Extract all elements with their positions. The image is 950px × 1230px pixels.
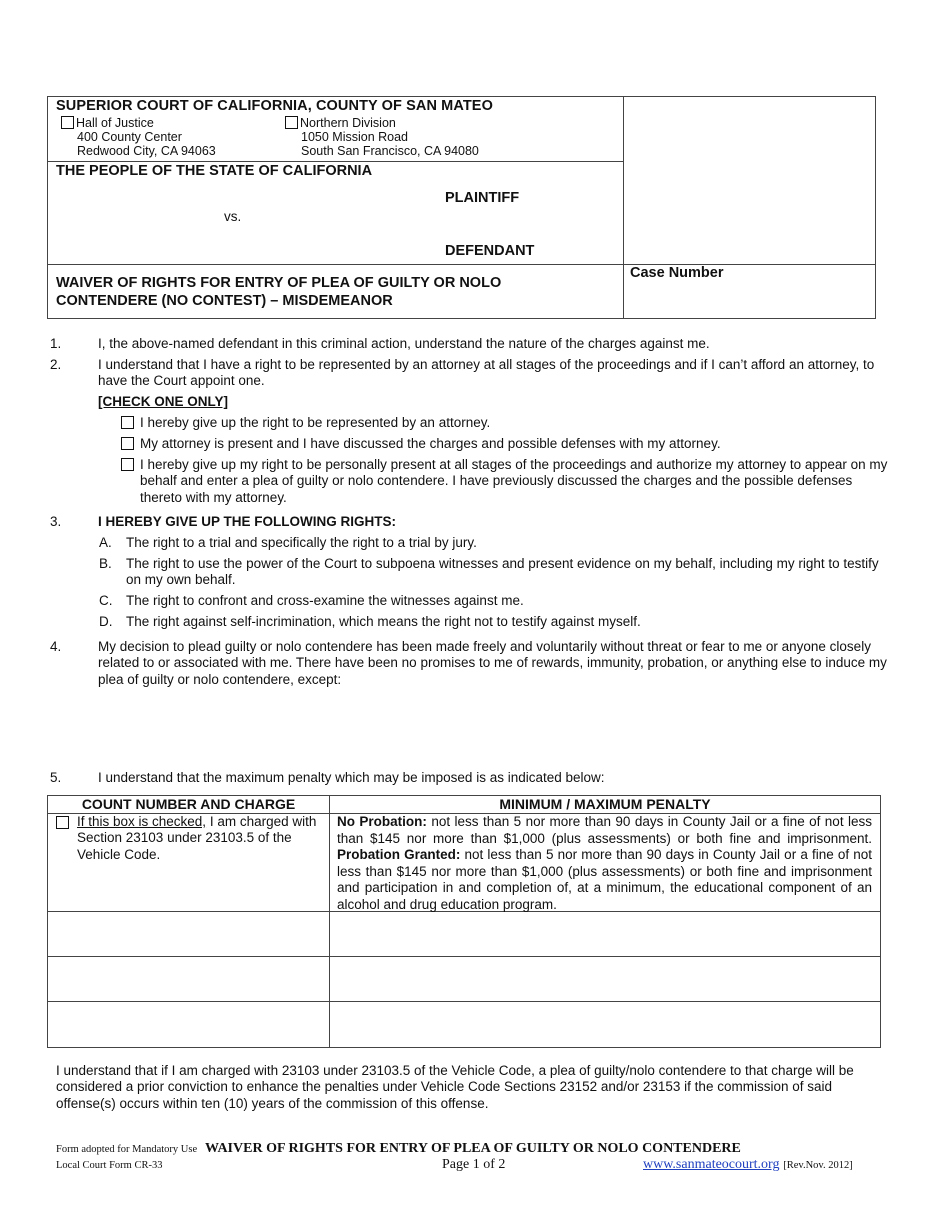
location-northern-division <box>285 116 479 158</box>
penalty-table <box>47 795 881 1048</box>
footer-adopted: Form adopted for Mandatory Use <box>56 1144 198 1155</box>
form-title <box>56 274 616 310</box>
table-divider <box>48 1001 880 1002</box>
location-checkbox-northern-division[interactable] <box>285 116 298 129</box>
right-letter: B. <box>99 556 112 571</box>
charge-text <box>77 814 321 863</box>
column-header: COUNT NUMBER AND CHARGE <box>81 796 296 812</box>
attorney-option <box>121 436 896 452</box>
item-text: I understand that the maximum penalty which may be imposed is as indicated below: <box>98 770 605 785</box>
charge-text-rest: I am charged with Section 23103 under 23103.5 of the Vehicle Code. <box>77 814 317 862</box>
location-checkbox-hall-of-justice[interactable] <box>61 116 74 129</box>
item-number: 4. <box>50 639 62 654</box>
attorney-option-checkbox[interactable] <box>121 416 134 429</box>
defendant-label: DEFENDANT <box>445 243 535 259</box>
location-address-line: 400 County Center <box>77 130 182 144</box>
footer-page-number: Page 1 of 2 <box>442 1157 506 1172</box>
charge-cell <box>56 814 321 863</box>
location-address-line: South San Francisco, CA 94080 <box>301 144 479 158</box>
penalty-cell <box>337 814 872 914</box>
location-name: Northern Division <box>300 116 396 130</box>
vehicle-code-note: I understand that if I am charged with 23103 under 23103.5 of the Vehicle Code, a plea of guilty/nolo contendere to that charge will be considered a prior conviction to enhance the penalties under Vehicle Code Sections 23152 and/or 23153 if the commission of said offense(s) occurs within ten (10) years of the commission of this offense. <box>56 1063 854 1111</box>
right-text: The right to a trial and specifically the right to a trial by jury. <box>126 535 477 550</box>
attorney-option <box>121 457 896 506</box>
charge-checkbox[interactable] <box>56 816 69 829</box>
item-text: I, the above-named defendant in this criminal action, understand the nature of the charges against me. <box>98 336 710 351</box>
location-address-line: 1050 Mission Road <box>301 130 409 144</box>
right-letter: A. <box>99 535 112 550</box>
item-number: 2. <box>50 357 62 372</box>
right-item <box>99 556 879 589</box>
probation-granted-label: Probation Granted: <box>337 847 461 863</box>
location-address-line: Redwood City, CA 94063 <box>77 144 216 158</box>
attorney-option-text: I hereby give up the right to be represented by an attorney. <box>140 415 491 430</box>
right-item <box>99 535 879 551</box>
footer-right <box>643 1156 853 1173</box>
right-letter: C. <box>99 593 113 608</box>
attorney-option-checkbox[interactable] <box>121 437 134 450</box>
vs-label: vs. <box>224 209 242 224</box>
location-name: Hall of Justice <box>76 116 154 130</box>
attorney-option <box>121 415 896 431</box>
plaintiff-label: PLAINTIFF <box>445 190 520 206</box>
footer-revision: [Rev.Nov. 2012] <box>783 1160 853 1171</box>
right-text: The right to use the power of the Court to subpoena witnesses and present evidence on my behalf, including my right to testify on my own behalf. <box>126 556 879 588</box>
attorney-option-checkbox[interactable] <box>121 458 134 471</box>
no-probation-label: No Probation: <box>337 814 427 829</box>
form-title-line: WAIVER OF RIGHTS FOR ENTRY OF PLEA OF GUILTY OR NOLO <box>56 275 502 291</box>
item-number: 1. <box>50 336 62 351</box>
footer-title: WAIVER OF RIGHTS FOR ENTRY OF PLEA OF GUILTY OR NOLO CONTENDERE <box>205 1141 741 1156</box>
table-divider <box>329 796 330 1047</box>
right-text: The right to confront and cross-examine the witnesses against me. <box>126 593 524 608</box>
probation-granted-text: not less than 5 nor more than 90 days in County Jail or a fine of not less than $145 nor more than $1,000 (plus assessments) or both fine and imprisonment and participation in and completion of, at a minimum, the educational component of an alcohol and drug education program. <box>337 847 872 912</box>
court-title: SUPERIOR COURT OF CALIFORNIA, COUNTY OF SAN MATEO <box>56 98 493 114</box>
people-label: THE PEOPLE OF THE STATE OF CALIFORNIA <box>56 163 373 179</box>
attorney-option-text: My attorney is present and I have discussed the charges and possible defenses with my attorney. <box>140 436 721 451</box>
right-item <box>99 614 879 630</box>
item-text: I HEREBY GIVE UP THE FOLLOWING RIGHTS: <box>98 514 397 529</box>
no-probation-text: not less than 5 nor more than 90 days in County Jail or a fine of not less than $145 nor more than $1,000 (plus assessments) or both fine and imprisonment. <box>337 814 872 846</box>
divider <box>48 264 875 265</box>
court-website-link[interactable]: www.sanmateocourt.org <box>643 1157 780 1172</box>
item-number: 3. <box>50 514 62 529</box>
right-text: The right against self-incrimination, which means the right not to testify against myself. <box>126 614 641 629</box>
table-divider <box>48 956 880 957</box>
right-letter: D. <box>99 614 113 629</box>
item-text: My decision to plead guilty or nolo contendere has been made freely and voluntarily without threat or fear to me or anyone closely related to or associated with me. There have been no promises to me of rewards, immunity, probation, or anything else to induce my plea of guilty or nolo contendere, except: <box>98 639 887 687</box>
column-header: MINIMUM / MAXIMUM PENALTY <box>499 796 711 812</box>
item-number: 5. <box>50 770 62 785</box>
attorney-option-text: I hereby give up my right to be personally present at all stages of the proceedings and authorize my attorney to appear on my behalf and enter a plea of guilty or nolo contendere. I have previously discussed the charges and the possible defenses thereto with my attorney. <box>140 457 888 505</box>
right-item <box>99 593 879 609</box>
check-one-instruction: [CHECK ONE ONLY] <box>98 394 229 409</box>
item-text: I understand that I have a right to be represented by an attorney at all stages of the proceedings and if I can’t afford an attorney, to have the Court appoint one. <box>98 357 875 389</box>
caption-box <box>47 96 876 319</box>
footer-form-id: Local Court Form CR-33 <box>56 1160 163 1171</box>
charge-text-underlined: If this box is checked, <box>77 814 207 829</box>
form-title-line: CONTENDERE (NO CONTEST) – MISDEMEANOR <box>56 293 393 309</box>
location-hall-of-justice <box>61 116 216 158</box>
case-number-label: Case Number <box>630 265 724 281</box>
divider <box>623 97 624 318</box>
divider <box>48 161 623 162</box>
